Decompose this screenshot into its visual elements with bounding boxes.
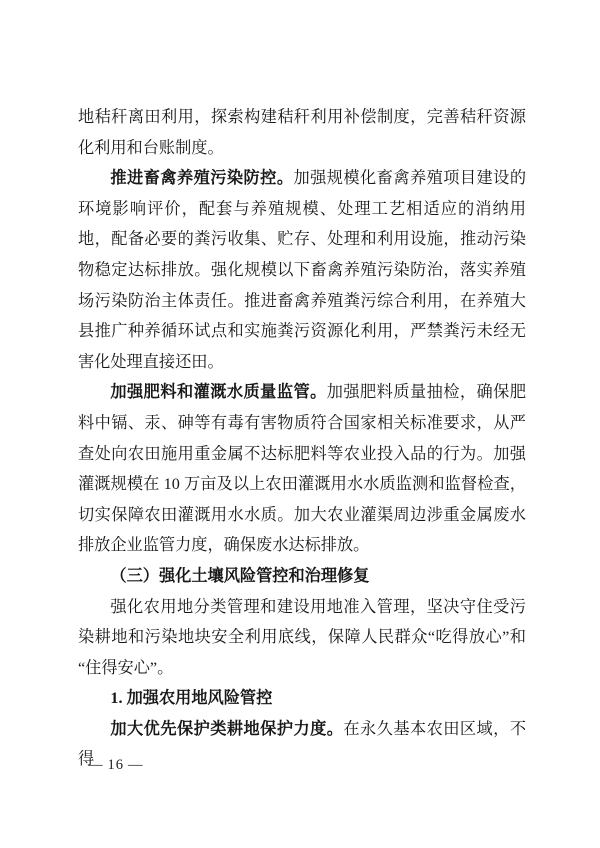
body-paragraph: [78, 163, 526, 377]
document-body: [78, 102, 526, 775]
footer-dash-right: —: [128, 757, 144, 773]
body-paragraph: [78, 592, 526, 684]
page-footer: [84, 757, 148, 774]
body-text-run: 地秸秆离田利用，探索构建秸秆利用补偿制度，完善秸秆资源化利用和台账制度。: [78, 108, 526, 157]
bold-run-in-text: 加大优先保护类耕地保护力度。: [110, 719, 344, 738]
body-text-run: 在永久基本农田区域，不得: [78, 719, 527, 769]
page-number: 16: [107, 757, 124, 773]
body-text-run: 加强肥料质量抽检，确保肥料中镉、汞、砷等有毒有害物质符合国家相关标准要求，从严查处向农田施用重金属不达标肥料等农业投入品的行为。加强灌溉规模在 10 万亩及以上农田灌溉用水水质监测和监督检查，切实保障农田灌溉用水水质。加大农业灌渠周边涉重金属废水排放企业监管力度，确保废水达标排放。: [78, 383, 527, 555]
bold-run-in-text: 1. 加强农用地风险管控: [110, 689, 273, 708]
section-heading: [78, 683, 526, 714]
body-paragraph: [78, 102, 526, 163]
body-paragraph: [78, 377, 526, 561]
bold-run-in-text: 推进畜禽养殖污染防控。: [110, 169, 294, 188]
body-text-run: 加强规模化畜禽养殖项目建设的环境影响评价，配套与养殖规模、处理工艺相适应的消纳用地，配备必要的粪污收集、贮存、处理和利用设施，推动污染物稳定达标排放。强化规模以下畜禽养殖污染防治，落实养殖场污染防治主体责任。推进畜禽养殖粪污综合利用，在养殖大县推广种养循环试点和实施粪污资源化利用，严禁粪污未经无害化处理直接还田。: [78, 169, 527, 371]
bold-run-in-text: 加强肥料和灌溉水质量监管。: [110, 383, 327, 402]
section-heading: [78, 561, 526, 592]
bold-run-in-text: （三）强化土壤风险管控和治理修复: [110, 566, 370, 585]
body-text-run: 强化农用地分类管理和建设用地准入管理，坚决守住受污染耕地和污染地块安全利用底线，保障人民群众“吃得放心”和“住得安心”。: [78, 597, 526, 677]
footer-dash-left: —: [88, 757, 104, 773]
